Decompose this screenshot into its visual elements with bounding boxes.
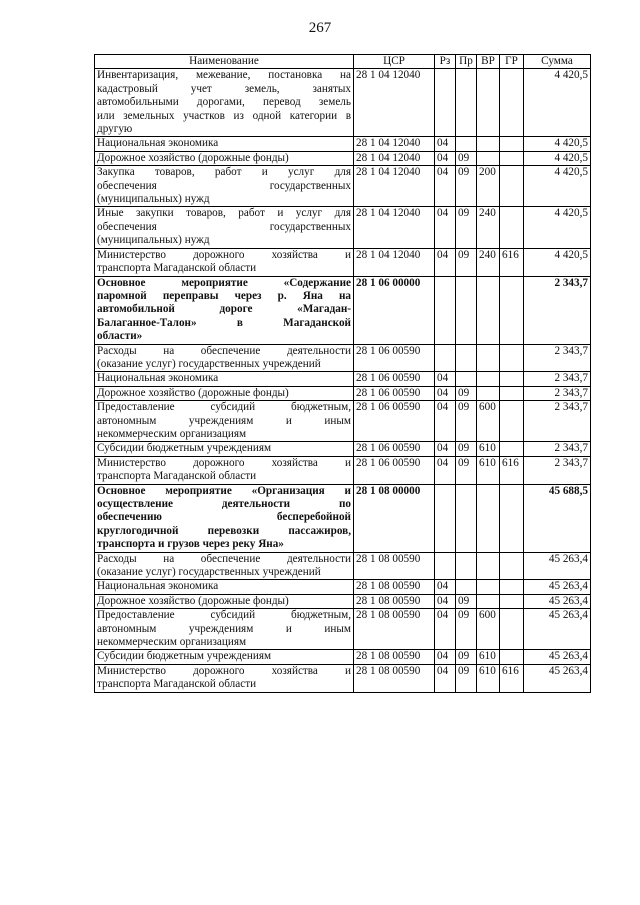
row-name-line: автономным учреждениям и иным: [97, 622, 351, 635]
row-csr-cell: 28 1 08 00590: [354, 664, 435, 692]
row-pr-cell: 09: [456, 401, 477, 442]
table-row: [95, 401, 591, 442]
table-row: [95, 650, 591, 664]
row-pr-cell: 09: [456, 442, 477, 456]
row-gr-cell: [500, 137, 524, 151]
table-body: [95, 69, 591, 692]
row-pr-cell: [456, 344, 477, 372]
row-sum-cell: 45 263,4: [524, 594, 591, 608]
row-rz-cell: 04: [435, 248, 456, 276]
row-name-line: некоммерческим организациям: [97, 636, 247, 649]
row-csr-cell: 28 1 06 00590: [354, 401, 435, 442]
row-sum-cell: 45 263,4: [524, 552, 591, 580]
row-vr-cell: [477, 69, 500, 137]
row-sum-cell: 45 263,4: [524, 580, 591, 594]
row-name-line: транспорта Магаданской области: [97, 678, 257, 691]
row-rz-cell: 04: [435, 442, 456, 456]
row-sum-cell: 4 420,5: [524, 207, 591, 248]
row-csr-cell: 28 1 04 12040: [354, 207, 435, 248]
row-rz-cell: 04: [435, 401, 456, 442]
row-rz-cell: 04: [435, 594, 456, 608]
row-vr-cell: 610: [477, 650, 500, 664]
row-csr-cell: 28 1 06 00590: [354, 344, 435, 372]
row-name-cell: [95, 137, 354, 151]
row-sum-cell: 2 343,7: [524, 386, 591, 400]
row-name-line: транспорта Магаданской области: [97, 470, 257, 483]
row-name-cell: [95, 442, 354, 456]
row-name-cell: [95, 594, 354, 608]
header-rz: Рз: [435, 55, 456, 69]
row-name-line: транспорта и грузов через реку Яна»: [97, 538, 284, 551]
header-sum: Сумма: [524, 55, 591, 69]
row-name-line: обеспечения государственных: [97, 179, 351, 192]
row-name-cell: [95, 456, 354, 484]
row-sum-cell: 2 343,7: [524, 276, 591, 344]
row-gr-cell: 616: [500, 456, 524, 484]
row-name-line: автомобильными дорогами, перевод земель: [97, 96, 351, 109]
row-rz-cell: 04: [435, 609, 456, 650]
table-row: [95, 276, 591, 344]
row-name-line: Министерство дорожного хозяйства и: [97, 664, 351, 677]
table-row: [95, 552, 591, 580]
row-name-line: Национальная экономика: [97, 137, 219, 150]
row-csr-cell: 28 1 06 00590: [354, 372, 435, 386]
table-row: [95, 580, 591, 594]
row-csr-cell: 28 1 04 12040: [354, 137, 435, 151]
row-name-line: автомобильной дороге «Магадан-: [97, 303, 351, 316]
header-vr: ВР: [477, 55, 500, 69]
row-csr-cell: 28 1 06 00000: [354, 276, 435, 344]
table-row: [95, 484, 591, 552]
row-name-line: Национальная экономика: [97, 580, 219, 593]
row-sum-cell: 4 420,5: [524, 151, 591, 165]
row-name-cell: [95, 609, 354, 650]
row-name-line: транспорта Магаданской области: [97, 262, 257, 275]
row-name-cell: [95, 248, 354, 276]
row-rz-cell: 04: [435, 580, 456, 594]
row-pr-cell: 09: [456, 151, 477, 165]
row-pr-cell: 09: [456, 594, 477, 608]
row-rz-cell: 04: [435, 151, 456, 165]
row-vr-cell: 600: [477, 609, 500, 650]
table-row: [95, 664, 591, 692]
row-name-cell: [95, 372, 354, 386]
row-pr-cell: [456, 69, 477, 137]
row-vr-cell: [477, 137, 500, 151]
row-csr-cell: 28 1 06 00590: [354, 456, 435, 484]
row-vr-cell: 610: [477, 456, 500, 484]
row-name-line: Предоставление субсидий бюджетным,: [97, 401, 351, 414]
budget-table: [94, 54, 591, 693]
row-rz-cell: 04: [435, 386, 456, 400]
row-name-cell: [95, 552, 354, 580]
row-name-cell: [95, 650, 354, 664]
row-sum-cell: 45 688,5: [524, 484, 591, 552]
row-name-line: Дорожное хозяйство (дорожные фонды): [97, 594, 289, 607]
row-name-line: кадастровый учет земель, занятых: [97, 82, 351, 95]
row-sum-cell: 2 343,7: [524, 344, 591, 372]
row-sum-cell: 4 420,5: [524, 166, 591, 207]
row-gr-cell: [500, 276, 524, 344]
row-pr-cell: 09: [456, 207, 477, 248]
row-name-line: некоммерческим организациям: [97, 427, 247, 440]
row-rz-cell: [435, 69, 456, 137]
row-name-cell: [95, 401, 354, 442]
table-row: [95, 372, 591, 386]
row-gr-cell: [500, 372, 524, 386]
row-vr-cell: [477, 580, 500, 594]
row-gr-cell: [500, 207, 524, 248]
row-csr-cell: 28 1 08 00590: [354, 609, 435, 650]
row-pr-cell: [456, 580, 477, 594]
row-sum-cell: 2 343,7: [524, 456, 591, 484]
row-name-line: Балаганное-Талон» в Магаданской: [97, 316, 351, 329]
row-gr-cell: [500, 580, 524, 594]
row-gr-cell: [500, 401, 524, 442]
row-csr-cell: 28 1 04 12040: [354, 151, 435, 165]
row-name-cell: [95, 166, 354, 207]
header-name: Наименование: [95, 55, 354, 69]
row-sum-cell: 2 343,7: [524, 372, 591, 386]
row-csr-cell: 28 1 08 00590: [354, 594, 435, 608]
row-name-line: Закупка товаров, работ и услуг для: [97, 166, 351, 179]
row-name-line: Министерство дорожного хозяйства и: [97, 248, 351, 261]
row-gr-cell: [500, 344, 524, 372]
row-name-line: области»: [97, 330, 143, 343]
row-name-line: другую: [97, 123, 133, 136]
row-vr-cell: 610: [477, 664, 500, 692]
row-gr-cell: [500, 442, 524, 456]
row-name-line: осуществление деятельности по: [97, 498, 351, 510]
row-name-line: Расходы на обеспечение деятельности: [97, 552, 351, 565]
row-pr-cell: [456, 372, 477, 386]
row-rz-cell: 04: [435, 664, 456, 692]
row-pr-cell: 09: [456, 248, 477, 276]
row-csr-cell: 28 1 08 00590: [354, 580, 435, 594]
row-name-line: Дорожное хозяйство (дорожные фонды): [97, 386, 289, 399]
row-name-line: круглогодичной перевозки пассажиров,: [97, 524, 351, 537]
row-name-line: Основное мероприятие «Организация и: [97, 484, 351, 497]
row-vr-cell: [477, 151, 500, 165]
page-number: 267: [308, 20, 332, 36]
row-name-line: обеспечению бесперебойной: [97, 511, 351, 524]
row-rz-cell: 04: [435, 137, 456, 151]
row-name-cell: [95, 69, 354, 137]
row-vr-cell: 240: [477, 248, 500, 276]
row-name-line: Министерство дорожного хозяйства и: [97, 456, 351, 469]
row-rz-cell: 04: [435, 207, 456, 248]
table-row: [95, 386, 591, 400]
row-vr-cell: 600: [477, 401, 500, 442]
header-csr: ЦСР: [354, 55, 435, 69]
row-name-cell: [95, 276, 354, 344]
row-name-line: (муниципальных) нужд: [97, 193, 210, 206]
row-csr-cell: 28 1 06 00590: [354, 386, 435, 400]
row-name-cell: [95, 580, 354, 594]
row-pr-cell: [456, 552, 477, 580]
row-name-line: Дорожное хозяйство (дорожные фонды): [97, 151, 289, 164]
table-row: [95, 248, 591, 276]
row-name-line: Расходы на обеспечение деятельности: [97, 344, 351, 357]
row-gr-cell: [500, 386, 524, 400]
table-row: [95, 442, 591, 456]
row-sum-cell: 4 420,5: [524, 248, 591, 276]
row-name-line: Субсидии бюджетным учреждениям: [97, 442, 272, 455]
table-row: [95, 344, 591, 372]
row-name-line: Субсидии бюджетным учреждениям: [97, 650, 272, 663]
row-vr-cell: [477, 386, 500, 400]
row-sum-cell: 4 420,5: [524, 69, 591, 137]
table-row: [95, 151, 591, 165]
row-gr-cell: [500, 609, 524, 650]
row-pr-cell: 09: [456, 166, 477, 207]
row-csr-cell: 28 1 08 00000: [354, 484, 435, 552]
table-header-row: [95, 55, 591, 69]
row-pr-cell: 09: [456, 650, 477, 664]
row-name-line: (муниципальных) нужд: [97, 234, 210, 247]
row-gr-cell: [500, 650, 524, 664]
header-pr: Пр: [456, 55, 477, 69]
row-pr-cell: 09: [456, 456, 477, 484]
row-pr-cell: [456, 276, 477, 344]
row-rz-cell: [435, 552, 456, 580]
row-pr-cell: [456, 137, 477, 151]
row-sum-cell: 4 420,5: [524, 137, 591, 151]
row-gr-cell: [500, 151, 524, 165]
table-row: [95, 69, 591, 137]
row-name-cell: [95, 151, 354, 165]
row-gr-cell: 616: [500, 248, 524, 276]
row-rz-cell: [435, 276, 456, 344]
table-row: [95, 594, 591, 608]
row-sum-cell: 45 263,4: [524, 650, 591, 664]
row-rz-cell: [435, 484, 456, 552]
row-pr-cell: 09: [456, 664, 477, 692]
row-pr-cell: 09: [456, 609, 477, 650]
row-csr-cell: 28 1 04 12040: [354, 248, 435, 276]
row-vr-cell: 240: [477, 207, 500, 248]
row-sum-cell: 2 343,7: [524, 442, 591, 456]
row-vr-cell: [477, 552, 500, 580]
row-sum-cell: 45 263,4: [524, 609, 591, 650]
table-row: [95, 137, 591, 151]
row-name-line: Предоставление субсидий бюджетным,: [97, 609, 351, 622]
row-csr-cell: 28 1 06 00590: [354, 442, 435, 456]
table-row: [95, 207, 591, 248]
row-name-line: паромной переправы через р. Яна на: [97, 289, 351, 302]
row-gr-cell: [500, 552, 524, 580]
row-csr-cell: 28 1 08 00590: [354, 552, 435, 580]
row-sum-cell: 45 263,4: [524, 664, 591, 692]
row-name-line: Национальная экономика: [97, 372, 219, 385]
row-name-cell: [95, 344, 354, 372]
row-rz-cell: 04: [435, 650, 456, 664]
table-row: [95, 609, 591, 650]
row-name-line: обеспечения государственных: [97, 220, 351, 233]
row-vr-cell: [477, 276, 500, 344]
table-row: [95, 456, 591, 484]
row-name-line: Инвентаризация, межевание, постановка на: [97, 69, 351, 82]
row-name-cell: [95, 664, 354, 692]
row-sum-cell: 2 343,7: [524, 401, 591, 442]
row-name-line: автономным учреждениям и иным: [97, 414, 351, 427]
row-csr-cell: 28 1 08 00590: [354, 650, 435, 664]
row-name-line: Основное мероприятие «Содержание: [97, 276, 351, 289]
table-row: [95, 166, 591, 207]
row-pr-cell: 09: [456, 386, 477, 400]
row-vr-cell: 200: [477, 166, 500, 207]
row-rz-cell: [435, 344, 456, 372]
row-rz-cell: 04: [435, 166, 456, 207]
row-gr-cell: [500, 484, 524, 552]
row-vr-cell: [477, 344, 500, 372]
row-name-cell: [95, 207, 354, 248]
row-name-cell: [95, 484, 354, 552]
header-gr: ГР: [500, 55, 524, 69]
row-name-line: Иные закупки товаров, работ и услуг для: [97, 207, 351, 220]
row-csr-cell: 28 1 04 12040: [354, 166, 435, 207]
row-vr-cell: 610: [477, 442, 500, 456]
row-vr-cell: [477, 484, 500, 552]
row-gr-cell: [500, 166, 524, 207]
row-name-line: или земельных участков из одной категории в: [97, 109, 351, 122]
row-vr-cell: [477, 594, 500, 608]
row-gr-cell: 616: [500, 664, 524, 692]
row-pr-cell: [456, 484, 477, 552]
row-vr-cell: [477, 372, 500, 386]
row-gr-cell: [500, 69, 524, 137]
row-gr-cell: [500, 594, 524, 608]
row-name-cell: [95, 386, 354, 400]
row-name-line: (оказание услуг) государственных учреждений: [97, 357, 321, 370]
row-rz-cell: 04: [435, 456, 456, 484]
row-rz-cell: 04: [435, 372, 456, 386]
row-name-line: (оказание услуг) государственных учреждений: [97, 566, 321, 579]
row-csr-cell: 28 1 04 12040: [354, 69, 435, 137]
